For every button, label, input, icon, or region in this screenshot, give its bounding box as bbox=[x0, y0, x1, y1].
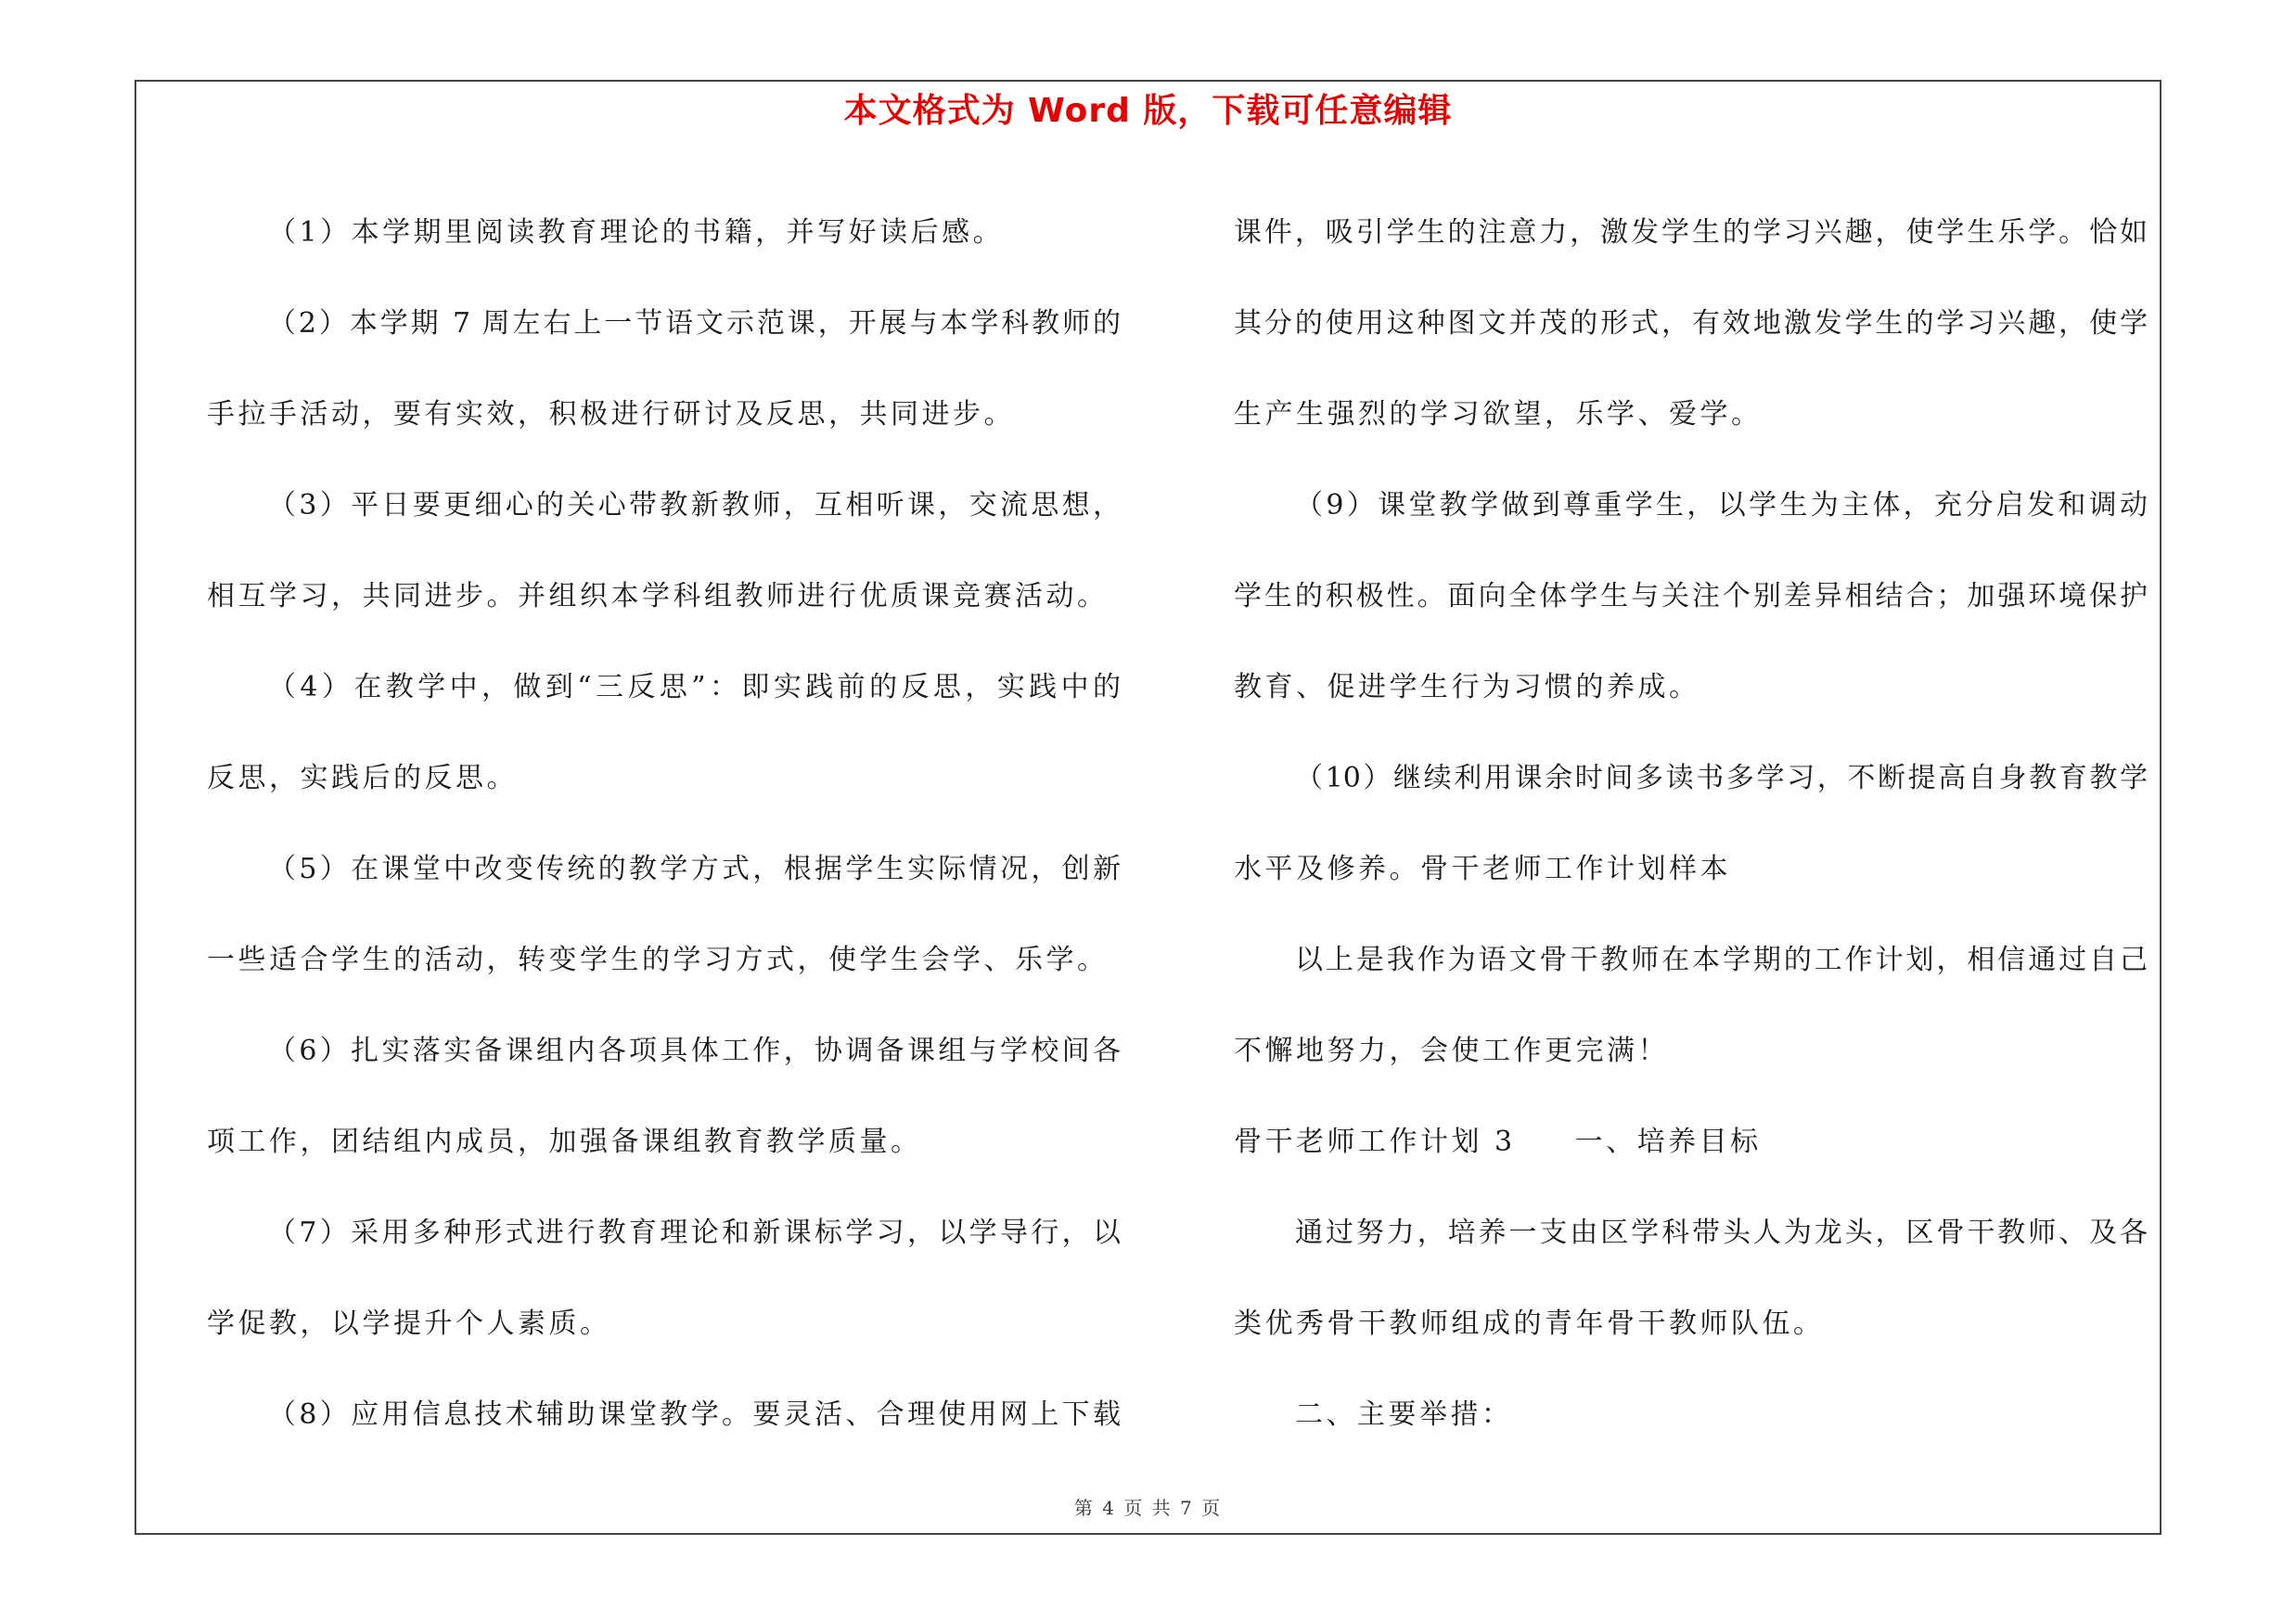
paragraph-line: （10）继续利用课余时间多读书多学习，不断提高自身教育教学 bbox=[1295, 762, 2148, 794]
paragraph-line: 课件，吸引学生的注意力，激发学生的学习兴趣，使学生乐学。恰如 bbox=[1234, 216, 2148, 249]
paragraph-line: 相互学习，共同进步。并组织本学科组教师进行优质课竞赛活动。 bbox=[207, 580, 1109, 612]
paragraph-line: 一些适合学生的活动，转变学生的学习方式，使学生会学、乐学。 bbox=[207, 944, 1109, 976]
paragraph-line: 其分的使用这种图文并茂的形式，有效地激发学生的学习兴趣，使学 bbox=[1234, 307, 2148, 340]
section-heading: 一、培养目标 bbox=[1574, 1126, 1762, 1158]
section-heading-line bbox=[1234, 1097, 2148, 1188]
paragraph-line: （1）本学期里阅读教育理论的书籍，并写好读后感。 bbox=[268, 216, 1005, 249]
paragraph-line: 类优秀骨干教师组成的青年骨干教师队伍。 bbox=[1234, 1307, 1825, 1340]
paragraph-line: 不懈地努力，会使工作更完满！ bbox=[1234, 1035, 1669, 1067]
section-heading: 二、主要举措： bbox=[1295, 1398, 1513, 1431]
format-banner: 本文格式为 Word 版，下载可任意编辑 bbox=[843, 92, 1453, 130]
page-number: 第 4 页 共 7 页 bbox=[1073, 1497, 1223, 1519]
paragraph-line: 项工作，团结组内成员，加强备课组教育教学质量。 bbox=[207, 1126, 922, 1158]
paragraph-line: （6）扎实落实备课组内各项具体工作，协调备课组与学校间各 bbox=[268, 1035, 1121, 1067]
paragraph-line: （7）采用多种形式进行教育理论和新课标学习，以学导行，以 bbox=[268, 1217, 1121, 1249]
paragraph-line: 水平及修养。骨干老师工作计划样本 bbox=[1234, 853, 1731, 885]
right-column bbox=[1234, 187, 2148, 1461]
paragraph-line: （8）应用信息技术辅助课堂教学。要灵活、合理使用网上下载 bbox=[268, 1398, 1121, 1431]
paragraph-line: （4）在教学中，做到“三反思”：即实践前的反思，实践中的 bbox=[268, 671, 1121, 703]
paragraph-line: 通过努力，培养一支由区学科带头人为龙头，区骨干教师、及各 bbox=[1295, 1217, 2148, 1249]
paragraph-line: 生产生强烈的学习欲望，乐学、爱学。 bbox=[1234, 398, 1763, 431]
page-frame bbox=[135, 80, 2161, 1535]
paragraph-line: 以上是我作为语文骨干教师在本学期的工作计划，相信通过自己 bbox=[1295, 944, 2148, 976]
paragraph-line: （9）课堂教学做到尊重学生，以学生为主体，充分启发和调动 bbox=[1295, 489, 2148, 522]
plan-title: 骨干老师工作计划 3 bbox=[1234, 1126, 1516, 1158]
paragraph-line: 手拉手活动，要有实效，积极进行研讨及反思，共同进步。 bbox=[207, 398, 1015, 431]
paragraph-line: （2）本学期 7 周左右上一节语文示范课，开展与本学科教师的 bbox=[268, 307, 1121, 340]
paragraph-line: （3）平日要更细心的关心带教新教师，互相听课，交流思想， bbox=[268, 489, 1121, 522]
left-column bbox=[207, 187, 1121, 1461]
paragraph-line: 学促教，以学提升个人素质。 bbox=[207, 1307, 611, 1340]
paragraph-line: 教育、促进学生行为习惯的养成。 bbox=[1234, 671, 1700, 703]
paragraph-line: 学生的积极性。面向全体学生与关注个别差异相结合；加强环境保护 bbox=[1234, 580, 2148, 612]
paragraph-line: 反思，实践后的反思。 bbox=[207, 762, 518, 794]
paragraph-line: （5）在课堂中改变传统的教学方式，根据学生实际情况，创新 bbox=[268, 853, 1121, 885]
